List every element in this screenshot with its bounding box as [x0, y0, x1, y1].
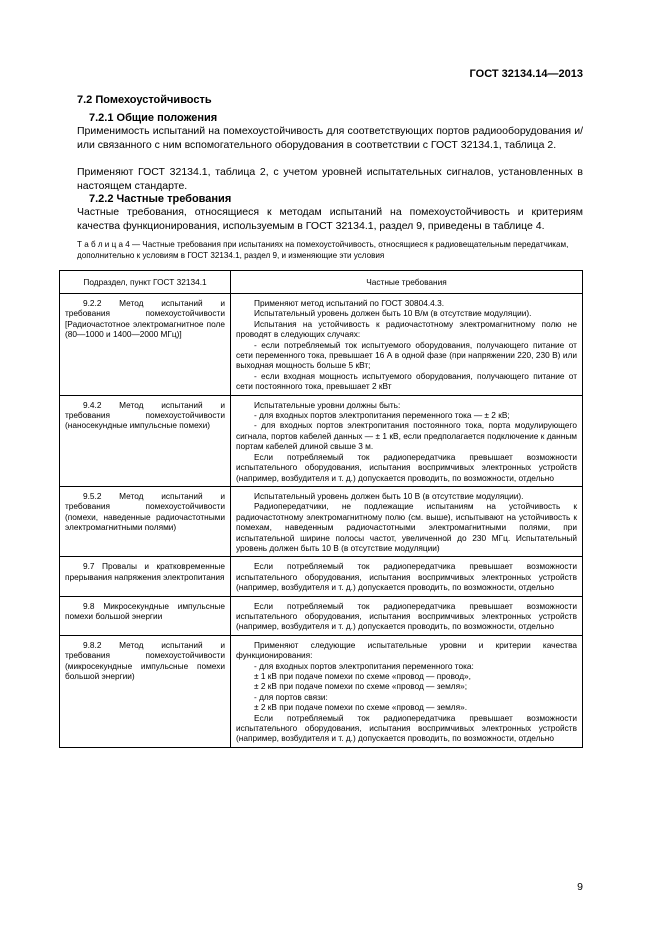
paragraph-applicability: Применимость испытаний на помехоустойчивость для соответствующих портов радиооборудования и/или связанного с ним вспомогательного оборудования в соответствии с ГОСТ 32134.1, таблица 2. [77, 125, 583, 151]
page-number: 9 [577, 881, 583, 893]
table-cell-subsection [60, 635, 231, 747]
table-cell-requirements [231, 294, 583, 396]
requirement-paragraph: ± 2 кВ при подаче помехи по схеме «провод — земля». [254, 702, 468, 713]
table-row [60, 596, 583, 635]
table-cell-subsection [60, 294, 231, 396]
table-cell-requirements [231, 596, 583, 635]
table-header-subsection: Подраздел, пункт ГОСТ 32134.1 [60, 271, 231, 294]
table-row [60, 294, 583, 396]
subsection-title-specific: 7.2.2 Частные требования [89, 193, 232, 205]
requirement-paragraph: Если потребляемый ток радиопередатчика превышает возможности испытательного оборудования, испытания воспримчивых электронных устройств (например, возбудителя и т. д.) допускается проводить, по возможности, отдельно [236, 451, 577, 483]
requirement-paragraph: Испытательные уровни должны быть: [254, 399, 401, 410]
document-id: ГОСТ 32134.14—2013 [469, 68, 583, 80]
table-cell-subsection [60, 486, 231, 556]
subsection-text: 9.4.2 Метод испытаний и требования помехоустойчивости (наносекундные импульсные помехи) [65, 399, 225, 431]
table-header-row [60, 271, 583, 294]
requirement-paragraph: Применяют метод испытаний по ГОСТ 30804.4.3. [254, 298, 444, 308]
requirement-paragraph: - для входных портов электропитания переменного тока — ± 2 кВ; [254, 410, 510, 421]
requirement-paragraph: ± 2 кВ при подаче помехи по схеме «провод — земля»; [254, 681, 468, 692]
table-cell-subsection [60, 557, 231, 596]
subsection-text: 9.8.2 Метод испытаний и требования помехоустойчивости (микросекундные импульсные помехи большой энергии) [65, 639, 225, 681]
requirement-paragraph: Испытания на устойчивость к радиочастотному электромагнитному полю не проводят в следующих случаях: [236, 318, 577, 340]
requirement-paragraph: ± 1 кВ при подаче помехи по схеме «провод — провод», [254, 671, 471, 681]
table-cell-requirements [231, 557, 583, 596]
subsection-text: 9.5.2 Метод испытаний и требования помехоустойчивости (помехи, наведенные радиочастотными электромагнитными полями) [65, 490, 225, 533]
requirement-paragraph: Испытательный уровень должен быть 10 В/м (в отсутствие модуляции). [254, 308, 532, 319]
subsection-text: 9.7 Провалы и кратковременные прерывания напряжения электропитания [65, 561, 225, 582]
subsection-text: 9.2.2 Метод испытаний и требования помехоустойчивости [Радиочастотное электромагнитное поле (80—1000 и 1400—2000 МГц)] [65, 298, 225, 340]
paragraph-specific: Частные требования, относящиеся к методам испытаний на помехоустойчивость и критериям качества функционирования, используемым в ГОСТ 32134.1, раздел 9, приведены в таблице 4. [77, 206, 583, 232]
table-cell-subsection [60, 596, 231, 635]
requirement-paragraph: Если потребляемый ток радиопередатчика превышает возможности испытательного оборудования, испытания воспримчивых электронных устройств (например, возбудителя и т. д.) допускается проводить, по возможности, отдельно [236, 600, 577, 632]
requirement-paragraph: - если входная мощность испытуемого оборудования, получающего питание от сети постоянного тока, превышает 2 кВт [236, 370, 577, 392]
requirement-paragraph: Если потребляемый ток радиопередатчика превышает возможности испытательного оборудования, испытания воспримчивых электронных устройств (например, возбудителя и т. д.) допускается проводить, по возможности, отдельно [236, 561, 577, 593]
requirement-paragraph: Радиопередатчики, не подлежащие испытаниям на устойчивость к радиочастотному электромагнитному полю (см. выше), испытывают на устойчивость к помехам, наведенным радиочастотными электромагнитными полями, при испытательной ширине полосы частот, увеличенной до 230 МГц. Испытательный уровень должен быть 10 В (в отсутствие модуляции) [236, 501, 577, 553]
requirement-paragraph: Если потребляемый ток радиопередатчика превышает возможности испытательного оборудования, испытания воспримчивых электронных устройств (например, возбудителя и т. д.) допускается проводить, по возможности, отдельно [236, 712, 577, 744]
requirement-paragraph: Испытательный уровень должен быть 10 В (в отсутствие модуляции). [254, 490, 524, 501]
table-row [60, 395, 583, 486]
requirement-paragraph: - для портов связи: [254, 691, 328, 702]
table-header-requirements: Частные требования [231, 271, 583, 294]
table-row [60, 635, 583, 747]
table-caption: Т а б л и ц а 4 — Частные требования при испытаниях на помехоустойчивость, относящиеся к радиовещательным передатчикам, дополнительно к условиям в ГОСТ 32134.1, раздел 9, и изменяющие эти условия [77, 240, 569, 260]
subsection-title-general: 7.2.1 Общие положения [89, 112, 218, 124]
section-title: 7.2 Помехоустойчивость [77, 94, 212, 106]
table-cell-requirements [231, 486, 583, 556]
table-cell-subsection [60, 395, 231, 486]
requirements-table [59, 270, 583, 748]
subsection-text: 9.8 Микросекундные импульсные помехи большой энергии [65, 600, 225, 621]
table-cell-requirements [231, 635, 583, 747]
table-body [60, 294, 583, 748]
paragraph-application: Применяют ГОСТ 32134.1, таблица 2, с учетом уровней испытательных сигналов, установленных в настоящем стандарте. [77, 166, 583, 192]
table-row [60, 486, 583, 556]
requirement-paragraph: - если потребляемый ток испытуемого оборудования, получающего питание от сети переменного тока, превышает 16 А в одной фазе (при напряжении 220, 230 В) или выходная мощность больше 5 кВт; [236, 339, 577, 371]
requirement-paragraph: Применяют следующие испытательные уровни и критерии качества функционирования: [236, 639, 577, 661]
requirement-paragraph: - для входных портов электропитания постоянного тока, порта модулирующего сигнала, портов кабелей данных — ± 1 кВ, если предполагается подключение к данным портам кабелей длиной свыше 3 м. [236, 420, 577, 452]
requirement-paragraph: - для входных портов электропитания переменного тока: [254, 660, 474, 671]
table-row [60, 557, 583, 596]
table-cell-requirements [231, 395, 583, 486]
